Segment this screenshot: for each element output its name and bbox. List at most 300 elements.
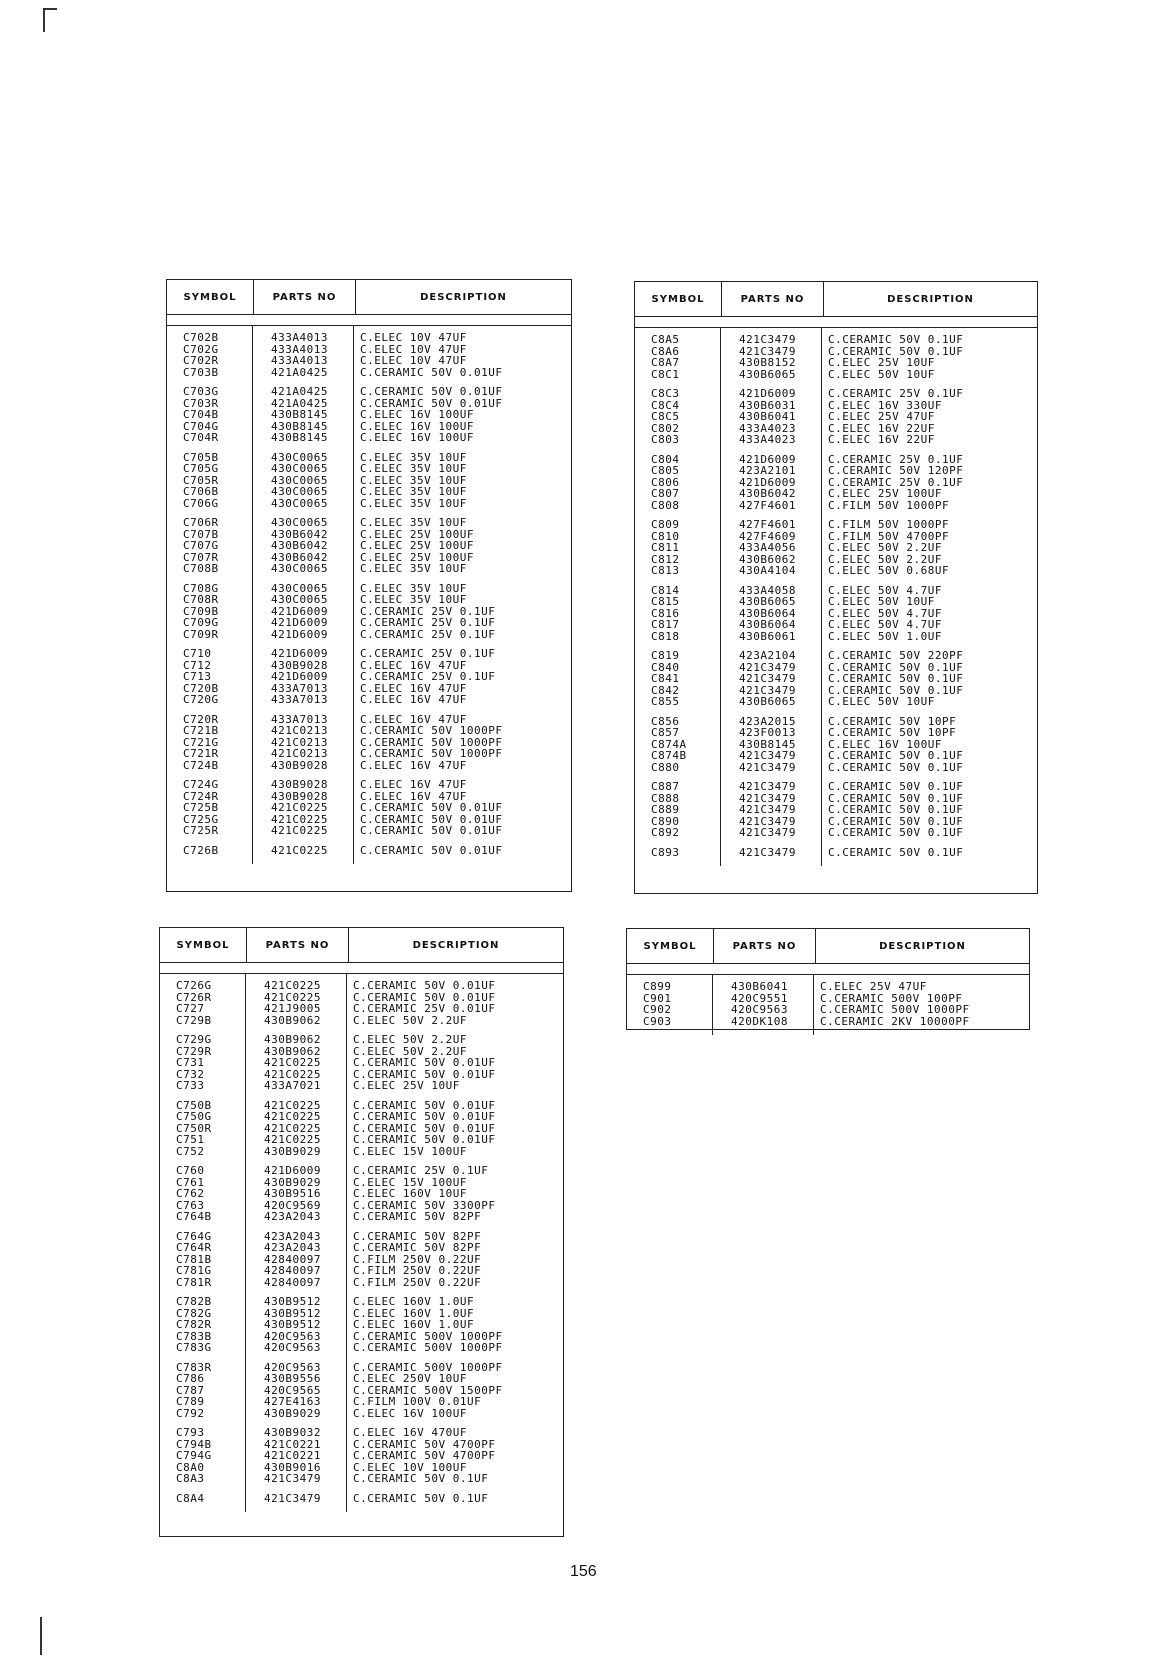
row-group [360,648,571,706]
symbol-cell: C8A7 [651,356,680,369]
parts-no-cell: 421J9005 [264,1002,321,1015]
row-group [651,781,720,839]
parts-no-cell: 421D6009 [271,647,328,660]
row-group [264,1296,346,1354]
table-body [627,975,1029,1035]
symbol-cell: C703R [183,396,219,410]
description-cell: C.CERAMIC 50V 4700PF [353,1449,496,1462]
description-cell: C.ELEC 35V 10UF [360,462,467,475]
symbol-cell: C702R [183,354,219,367]
parts-no-cell: 430B6042 [271,527,328,541]
description-cell: C.ELEC 35V 10UF [360,485,467,498]
description-column [354,326,571,864]
description-cell: C.CERAMIC 25V 0.1UF [360,627,496,641]
parts-no-cell: 421C3479 [739,749,796,762]
row-group [264,1493,346,1505]
symbol-cell: C819 [651,649,680,662]
row-group [360,386,571,444]
description-cell: C.CERAMIC 50V 0.1UF [828,672,964,685]
parts-no-cell: 421C0225 [264,1133,321,1146]
description-cell: C.ELEC 10V 47UF [360,331,467,344]
symbol-cell: C709B [183,604,219,618]
description-cell: C.ELEC 16V 22UF [828,433,935,446]
parts-no-cell: 421D6009 [739,475,796,489]
description-cell: C.CERAMIC 50V 0.1UF [828,344,964,358]
parts-table-4 [626,928,1030,1030]
table-header [167,280,571,315]
description-cell: C.ELEC 35V 10UF [360,473,467,487]
symbol-cell: C721R [183,747,219,760]
row-group [176,1165,245,1223]
parts-no-cell: 430B9512 [264,1306,321,1320]
description-column [347,974,563,1512]
row-group [820,981,1029,1027]
parts-no-cell: 420DK108 [731,1014,788,1028]
parts-no-cell: 421C3479 [739,803,796,816]
parts-no-cell: 430B8145 [271,431,328,444]
description-cell: C.CERAMIC 25V 0.1UF [360,670,496,683]
row-group [183,779,252,837]
row-group [264,1362,346,1420]
row-group [264,1427,346,1485]
symbol-cell: C789 [176,1395,205,1408]
description-cell: C.ELEC 16V 330UF [828,398,942,412]
row-group [828,847,1037,859]
description-cell: C.ELEC 250V 10UF [353,1372,467,1385]
parts-no-cell: 430C0065 [271,473,328,487]
row-group [271,583,353,641]
symbol-column [160,974,246,1512]
parts-no-header: PARTS NO [247,928,349,962]
description-cell: C.ELEC 16V 100UF [360,408,474,421]
parts-no-cell: 430B9028 [271,789,328,803]
description-cell: C.ELEC 35V 10UF [360,496,467,510]
symbol-cell: C8A0 [176,1460,205,1474]
table-body [635,328,1037,866]
row-group [264,1034,346,1092]
row-group [264,1165,346,1223]
symbol-cell: C813 [651,564,680,577]
parts-no-cell: 421C3479 [739,791,796,805]
row-group [264,980,346,1026]
symbol-cell: C760 [176,1164,205,1177]
description-cell: C.CERAMIC 25V 0.1UF [353,1164,489,1177]
parts-no-cell: 430A4104 [739,564,796,577]
symbol-cell: C764R [176,1241,212,1254]
symbol-cell: C815 [651,595,680,608]
parts-no-cell: 433A7013 [271,693,328,706]
description-cell: C.ELEC 10V 100UF [353,1460,467,1474]
symbol-cell: C725G [183,812,219,826]
description-cell: C.ELEC 16V 100UF [353,1406,467,1420]
symbol-cell: C707B [183,527,219,541]
parts-no-cell: 421C3479 [739,672,796,685]
symbol-cell: C880 [651,760,680,774]
parts-no-column [721,328,822,866]
symbol-cell: C874B [651,749,687,762]
symbol-cell: C857 [651,726,680,739]
margin-mark [40,1617,42,1655]
parts-no-cell: 430B9062 [264,1013,321,1027]
parts-no-cell: 423A2043 [264,1241,321,1254]
table-header [635,282,1037,317]
symbol-cell: C899 [643,980,672,993]
description-cell: C.ELEC 16V 47UF [360,658,467,672]
symbol-cell: C726G [176,979,212,992]
parts-no-cell: 421C0225 [264,1067,321,1081]
parts-no-cell: 430B8145 [739,737,796,751]
parts-no-cell: 427E4163 [264,1395,321,1408]
parts-no-cell: 421D6009 [271,627,328,641]
parts-no-cell: 420C9565 [264,1383,321,1397]
description-cell: C.ELEC 25V 47UF [820,980,927,993]
description-cell: C.CERAMIC 25V 0.1UF [360,616,496,629]
symbol-cell: C855 [651,695,680,708]
row-group [739,519,821,577]
symbol-header: SYMBOL [635,282,722,316]
description-cell: C.CERAMIC 50V 0.01UF [360,812,503,826]
symbol-cell: C724R [183,789,219,803]
parts-no-cell: 430B9512 [264,1318,321,1331]
row-group [651,585,720,643]
parts-no-cell: 433A4056 [739,541,796,554]
symbol-column [627,975,713,1035]
row-group [271,779,353,837]
symbol-cell: C808 [651,498,680,512]
parts-no-cell: 430B9029 [264,1406,321,1420]
symbol-cell: C705G [183,462,219,475]
symbol-column [635,328,721,866]
description-cell: C.CERAMIC 25V 0.1UF [360,647,496,660]
parts-no-cell: 430B8145 [271,419,328,433]
symbol-cell: C702B [183,331,219,344]
description-cell: C.FILM 250V 0.22UF [353,1275,482,1289]
symbol-cell: C782B [176,1295,212,1308]
symbol-cell: C811 [651,541,680,554]
symbol-cell: C809 [651,518,680,531]
description-column [814,975,1029,1035]
parts-no-cell: 421C3479 [739,660,796,674]
row-group [651,388,720,446]
row-group [731,981,813,1027]
description-cell: C.ELEC 50V 10UF [828,695,935,708]
parts-no-cell: 430C0065 [271,593,328,606]
row-group [828,650,1037,708]
description-cell: C.ELEC 160V 10UF [353,1187,467,1200]
description-cell: C.CERAMIC 50V 0.1UF [828,683,964,697]
parts-no-cell: 421C0225 [271,801,328,814]
parts-no-cell: 421C0213 [271,747,328,760]
description-cell: C.ELEC 25V 47UF [828,410,935,423]
symbol-cell: C725R [183,824,219,837]
description-cell: C.CERAMIC 500V 1000PF [353,1360,503,1374]
symbol-cell: C764B [176,1210,212,1223]
parts-no-cell: 433A4013 [271,354,328,367]
row-group [828,334,1037,380]
description-cell: C.CERAMIC 50V 0.01UF [360,801,503,814]
parts-no-cell: 430B6062 [739,552,796,566]
row-group [739,847,821,859]
description-cell: C.CERAMIC 50V 0.01UF [360,824,503,837]
symbol-cell: C812 [651,552,680,566]
parts-table-3 [159,927,564,1537]
parts-no-cell: 423A2101 [739,464,796,477]
description-cell: C.ELEC 15V 100UF [353,1144,467,1158]
parts-no-cell: 420C9551 [731,991,788,1005]
symbol-cell: C704G [183,419,219,433]
symbol-cell: C818 [651,629,680,643]
symbol-cell: C707G [183,539,219,552]
row-group [353,1034,563,1092]
symbol-cell: C8C3 [651,387,680,400]
symbol-cell: C782G [176,1306,212,1320]
row-group [739,334,821,380]
symbol-cell: C721G [183,735,219,749]
parts-no-cell: 430B6041 [739,410,796,423]
description-cell: C.ELEC 25V 100UF [360,550,474,564]
description-cell: C.FILM 100V 0.01UF [353,1395,482,1408]
symbol-cell: C787 [176,1383,205,1397]
description-cell: C.CERAMIC 50V 220PF [828,649,964,662]
row-group [271,648,353,706]
row-group [183,714,252,772]
symbol-cell: C704R [183,431,219,444]
parts-no-cell: 433A4013 [271,331,328,344]
description-cell: C.CERAMIC 50V 1000PF [360,747,503,760]
description-cell: C.ELEC 50V 4.7UF [828,606,942,620]
parts-no-column [713,975,814,1035]
symbol-header: SYMBOL [627,929,714,963]
symbol-cell: C794G [176,1449,212,1462]
description-cell: C.CERAMIC 50V 10PF [828,714,957,728]
row-group [183,517,252,575]
row-group [643,981,712,1027]
parts-no-cell: 430B8145 [271,408,328,421]
parts-no-cell: 421C3479 [739,780,796,793]
parts-no-cell: 421C0225 [264,979,321,992]
row-group [176,1100,245,1158]
description-header: DESCRIPTION [412,939,500,951]
parts-no-column [246,974,347,1512]
symbol-cell: C724G [183,778,219,791]
description-cell: C.ELEC 35V 10UF [360,516,467,529]
parts-no-cell: 430B9028 [271,658,328,672]
description-cell: C.CERAMIC 50V 120PF [828,464,964,477]
symbol-cell: C751 [176,1133,205,1146]
symbol-cell: C721B [183,724,219,737]
symbol-cell: C856 [651,714,680,728]
description-cell: C.ELEC 25V 10UF [828,356,935,369]
symbol-cell: C8A6 [651,344,680,358]
symbol-cell: C713 [183,670,212,683]
description-cell: C.CERAMIC 50V 0.1UF [828,803,964,816]
parts-no-cell: 420C9563 [264,1341,321,1354]
symbol-header: SYMBOL [160,928,247,962]
parts-no-cell: 421C3479 [264,1472,321,1485]
description-cell: C.ELEC 16V 470UF [353,1426,467,1439]
parts-no-cell: 430B9062 [264,1033,321,1046]
description-cell: C.CERAMIC 50V 0.1UF [828,660,964,674]
symbol-cell: C729R [176,1044,212,1058]
symbol-cell: C8A3 [176,1472,205,1485]
row-group [828,781,1037,839]
description-cell: C.CERAMIC 500V 1500PF [353,1383,503,1397]
description-header: DESCRIPTION [420,291,507,303]
parts-no-cell: 421C0225 [264,990,321,1004]
row-group [360,517,571,575]
symbol-cell: C902 [643,1003,672,1016]
parts-no-cell: 430B9028 [271,778,328,791]
row-group [651,847,720,859]
description-cell: C.CERAMIC 50V 0.1UF [353,1491,489,1505]
parts-table-1 [166,279,572,892]
description-cell: C.CERAMIC 25V 0.1UF [360,604,496,618]
row-group [271,714,353,772]
symbol-cell: C704B [183,408,219,421]
parts-no-cell: 421C3479 [739,814,796,828]
description-cell: C.ELEC 16V 47UF [360,681,467,695]
symbol-cell: C707R [183,550,219,564]
description-cell: C.ELEC 50V 10UF [828,367,935,381]
parts-no-cell: 430B9062 [264,1044,321,1058]
parts-no-cell: 430B6042 [739,487,796,500]
description-cell: C.CERAMIC 50V 0.1UF [828,749,964,762]
description-cell: C.CERAMIC 50V 0.01UF [360,385,503,398]
description-cell: C.ELEC 16V 47UF [360,789,467,803]
row-group [353,980,563,1026]
parts-no-cell: 430B6064 [739,618,796,631]
description-cell: C.ELEC 50V 2.2UF [353,1013,467,1027]
description-cell: C.CERAMIC 25V 0.1UF [828,452,964,466]
row-group [353,1100,563,1158]
row-group [176,1296,245,1354]
symbol-cell: C750R [176,1121,212,1135]
parts-no-cell: 430C0065 [271,562,328,575]
description-cell: C.ELEC 10V 47UF [360,354,467,367]
crop-mark [43,8,45,32]
parts-no-cell: 421C3479 [264,1491,321,1505]
parts-no-cell: 430B8152 [739,356,796,369]
symbol-cell: C810 [651,529,680,543]
row-group [651,650,720,708]
description-column [822,328,1037,866]
symbol-cell: C816 [651,606,680,620]
row-group [651,519,720,577]
parts-no-cell: 421C0221 [264,1449,321,1462]
parts-no-cell: 42840097 [264,1264,321,1277]
symbol-cell: C888 [651,791,680,805]
description-cell: C.ELEC 15V 100UF [353,1175,467,1189]
symbol-cell: C887 [651,780,680,793]
page-number: 156 [570,1563,597,1580]
parts-no-cell: 421D6009 [264,1164,321,1177]
parts-no-cell: 430B6065 [739,695,796,708]
parts-no-cell: 421D6009 [739,452,796,466]
parts-no-cell: 423A2015 [739,714,796,728]
parts-no-cell: 421C0225 [271,812,328,826]
description-cell: C.CERAMIC 50V 3300PF [353,1198,496,1212]
symbol-cell: C901 [643,991,672,1005]
symbol-cell: C709G [183,616,219,629]
description-cell: C.ELEC 50V 2.2UF [828,552,942,566]
parts-no-cell: 427F4601 [739,498,796,512]
description-cell: C.ELEC 16V 100UF [360,431,474,444]
parts-no-header: PARTS NO [714,929,816,963]
row-group [353,1362,563,1420]
description-cell: C.ELEC 16V 47UF [360,758,467,772]
row-group [360,845,571,857]
description-cell: C.CERAMIC 50V 0.01UF [353,979,496,992]
crop-mark [43,8,57,10]
description-cell: C.CERAMIC 50V 0.01UF [353,1133,496,1146]
symbol-cell: C802 [651,421,680,435]
parts-table-2 [634,281,1038,894]
description-cell: C.CERAMIC 50V 0.01UF [353,1110,496,1123]
row-group [271,845,353,857]
parts-no-cell: 430B6041 [731,980,788,993]
symbol-cell: C712 [183,658,212,672]
description-cell: C.ELEC 16V 47UF [360,778,467,791]
symbol-cell: C786 [176,1372,205,1385]
parts-no-cell: 421C0225 [264,1121,321,1135]
parts-no-cell: 427F4609 [739,529,796,543]
symbol-cell: C726B [183,843,219,857]
symbol-cell: C705B [183,450,219,464]
description-cell: C.CERAMIC 50V 10PF [828,726,957,739]
description-cell: C.ELEC 50V 4.7UF [828,583,942,597]
parts-no-cell: 430C0065 [271,450,328,464]
description-cell: C.CERAMIC 50V 0.01UF [360,843,503,857]
parts-no-cell: 42840097 [264,1252,321,1266]
parts-no-cell: 421D6009 [271,670,328,683]
symbol-cell: C733 [176,1079,205,1092]
row-group [360,714,571,772]
symbol-cell: C793 [176,1426,205,1439]
symbol-cell: C762 [176,1187,205,1200]
description-cell: C.ELEC 50V 2.2UF [353,1044,467,1058]
parts-no-cell: 421C3479 [739,760,796,774]
parts-no-cell: 430B9029 [264,1144,321,1158]
description-cell: C.ELEC 35V 10UF [360,450,467,464]
symbol-cell: C702G [183,342,219,356]
row-group [353,1231,563,1289]
symbol-cell: C805 [651,464,680,477]
description-cell: C.FILM 50V 1000PF [828,498,950,512]
description-cell: C.CERAMIC 50V 0.01UF [360,396,503,410]
parts-no-cell: 430B9516 [264,1187,321,1200]
symbol-cell: C842 [651,683,680,697]
description-cell: C.CERAMIC 50V 82PF [353,1229,482,1243]
symbol-cell: C710 [183,647,212,660]
description-header: DESCRIPTION [887,293,974,305]
row-group [183,332,252,378]
description-cell: C.ELEC 35V 10UF [360,562,467,575]
symbol-cell: C893 [651,845,680,859]
row-group [271,517,353,575]
parts-no-header: PARTS NO [722,282,824,316]
row-group [828,585,1037,643]
row-group [828,454,1037,512]
row-group [651,334,720,380]
description-cell: C.CERAMIC 50V 82PF [353,1210,482,1223]
parts-no-cell: 430B6065 [739,367,796,381]
symbol-cell: C703G [183,385,219,398]
row-group [183,583,252,641]
description-cell: C.ELEC 160V 1.0UF [353,1318,475,1331]
description-cell: C.ELEC 50V 4.7UF [828,618,942,631]
symbol-cell: C8C1 [651,367,680,381]
symbol-cell: C706R [183,516,219,529]
